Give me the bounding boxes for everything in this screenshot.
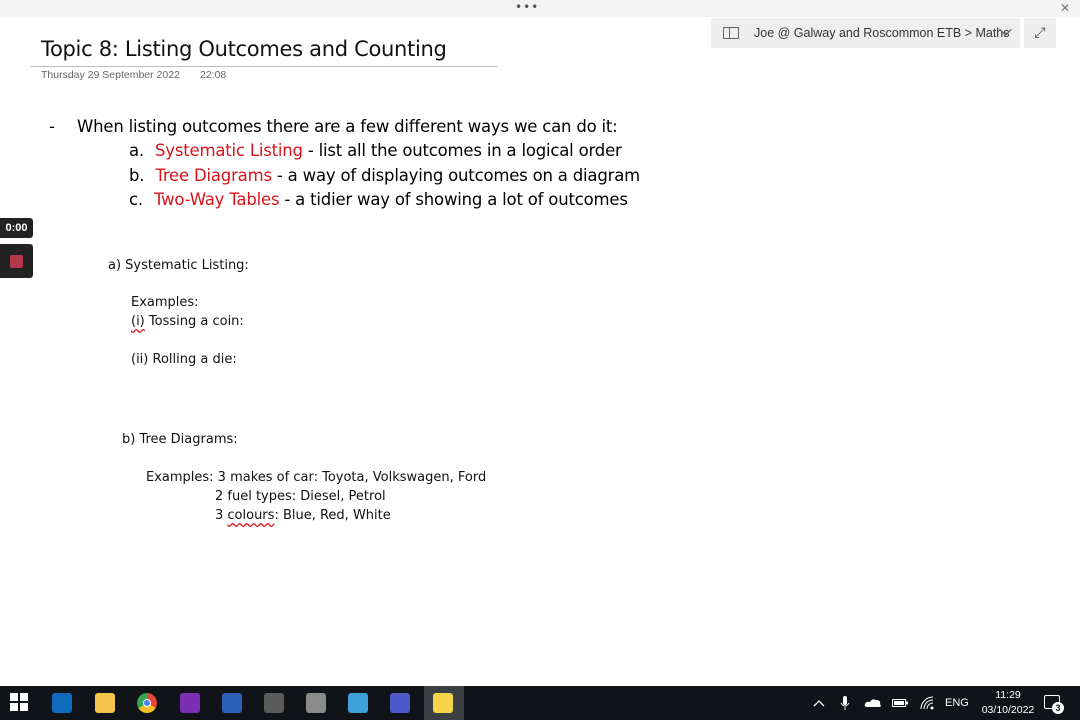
phone-icon[interactable] — [306, 693, 326, 713]
page-title[interactable]: Topic 8: Listing Outcomes and Counting — [41, 37, 447, 61]
example-colours[interactable] — [215, 508, 391, 523]
microphone-icon[interactable] — [840, 686, 850, 720]
example-coin[interactable] — [131, 314, 244, 329]
intro-bullet: - — [49, 117, 55, 136]
list-desc: - list all the outcomes in a logical order — [302, 141, 622, 160]
notebook-icon — [723, 27, 739, 39]
language-indicator[interactable]: ENG — [945, 697, 969, 709]
notification-count: 3 — [1052, 702, 1064, 714]
list-desc: - a tidier way of showing a lot of outcomes — [279, 190, 628, 209]
clock-time: 11:29 — [995, 689, 1021, 701]
chevron-up-icon — [813, 699, 825, 707]
example-fuel[interactable]: 2 fuel types: Diesel, Petrol — [215, 489, 386, 504]
battery-icon[interactable] — [892, 686, 908, 720]
taskbar-clock[interactable] — [976, 688, 1040, 718]
section-a-examples-label[interactable]: Examples: — [131, 295, 199, 310]
list-term: Tree Diagrams — [155, 166, 272, 185]
list-term: Two-Way Tables — [153, 190, 280, 209]
windows-start-icon[interactable] — [10, 693, 30, 713]
title-divider — [30, 66, 498, 67]
onedrive-icon[interactable] — [864, 686, 882, 720]
sticky-notes-icon[interactable] — [433, 693, 453, 713]
section-b-heading[interactable]: b) Tree Diagrams: — [122, 432, 238, 447]
list-term: Systematic Listing — [155, 141, 303, 160]
notebook-navigation-button[interactable] — [711, 18, 1020, 48]
wifi-icon[interactable] — [920, 686, 934, 720]
example-text: Tossing a coin: — [144, 314, 244, 329]
window-menu-dots[interactable]: ••• — [515, 0, 540, 14]
example-colours-list: : Blue, Red, White — [274, 508, 391, 523]
browser-icon[interactable] — [348, 693, 368, 713]
example-cars[interactable]: Examples: 3 makes of car: Toyota, Volkswagen, Ford — [146, 470, 487, 485]
outlook-icon[interactable] — [52, 693, 72, 713]
example-colours-prefix: 3 — [215, 508, 228, 523]
taskbar — [0, 686, 1080, 720]
list-item[interactable] — [129, 190, 628, 209]
chrome-icon[interactable] — [137, 693, 157, 713]
intro-text[interactable]: When listing outcomes there are a few different ways we can do it: — [77, 117, 618, 136]
section-a-heading[interactable]: a) Systematic Listing: — [108, 258, 249, 273]
word-icon[interactable] — [222, 693, 242, 713]
expand-button[interactable] — [1024, 18, 1056, 48]
notebook-breadcrumb: Joe @ Galway and Roscommon ETB > Maths — [754, 26, 1010, 40]
example-number: (i) — [131, 314, 145, 329]
teams-icon[interactable] — [390, 693, 410, 713]
window-title-bar — [0, 0, 1080, 17]
example-die[interactable]: (ii) Rolling a die: — [131, 352, 237, 367]
page-time: 22:08 — [200, 69, 227, 81]
show-hidden-icons[interactable] — [813, 686, 825, 720]
list-letter: b. — [129, 166, 145, 185]
list-letter: a. — [129, 141, 144, 160]
list-item[interactable] — [129, 141, 622, 160]
list-desc: - a way of displaying outcomes on a diagram — [271, 166, 640, 185]
list-letter: c. — [129, 190, 143, 209]
onenote-icon[interactable] — [180, 693, 200, 713]
misspelled-word: colours — [227, 508, 275, 523]
file-explorer-icon[interactable] — [95, 693, 115, 713]
stop-recording-button[interactable] — [0, 244, 33, 278]
expand-icon: ⤢ — [1034, 25, 1046, 41]
list-item[interactable] — [129, 166, 640, 185]
calculator-icon[interactable] — [264, 693, 284, 713]
page-date: Thursday 29 September 2022 — [41, 69, 180, 81]
recording-timer: 0:00 — [0, 218, 33, 238]
stop-icon — [10, 255, 23, 268]
close-window-button[interactable]: ✕ — [1059, 1, 1070, 15]
clock-date: 03/10/2022 — [981, 704, 1035, 716]
